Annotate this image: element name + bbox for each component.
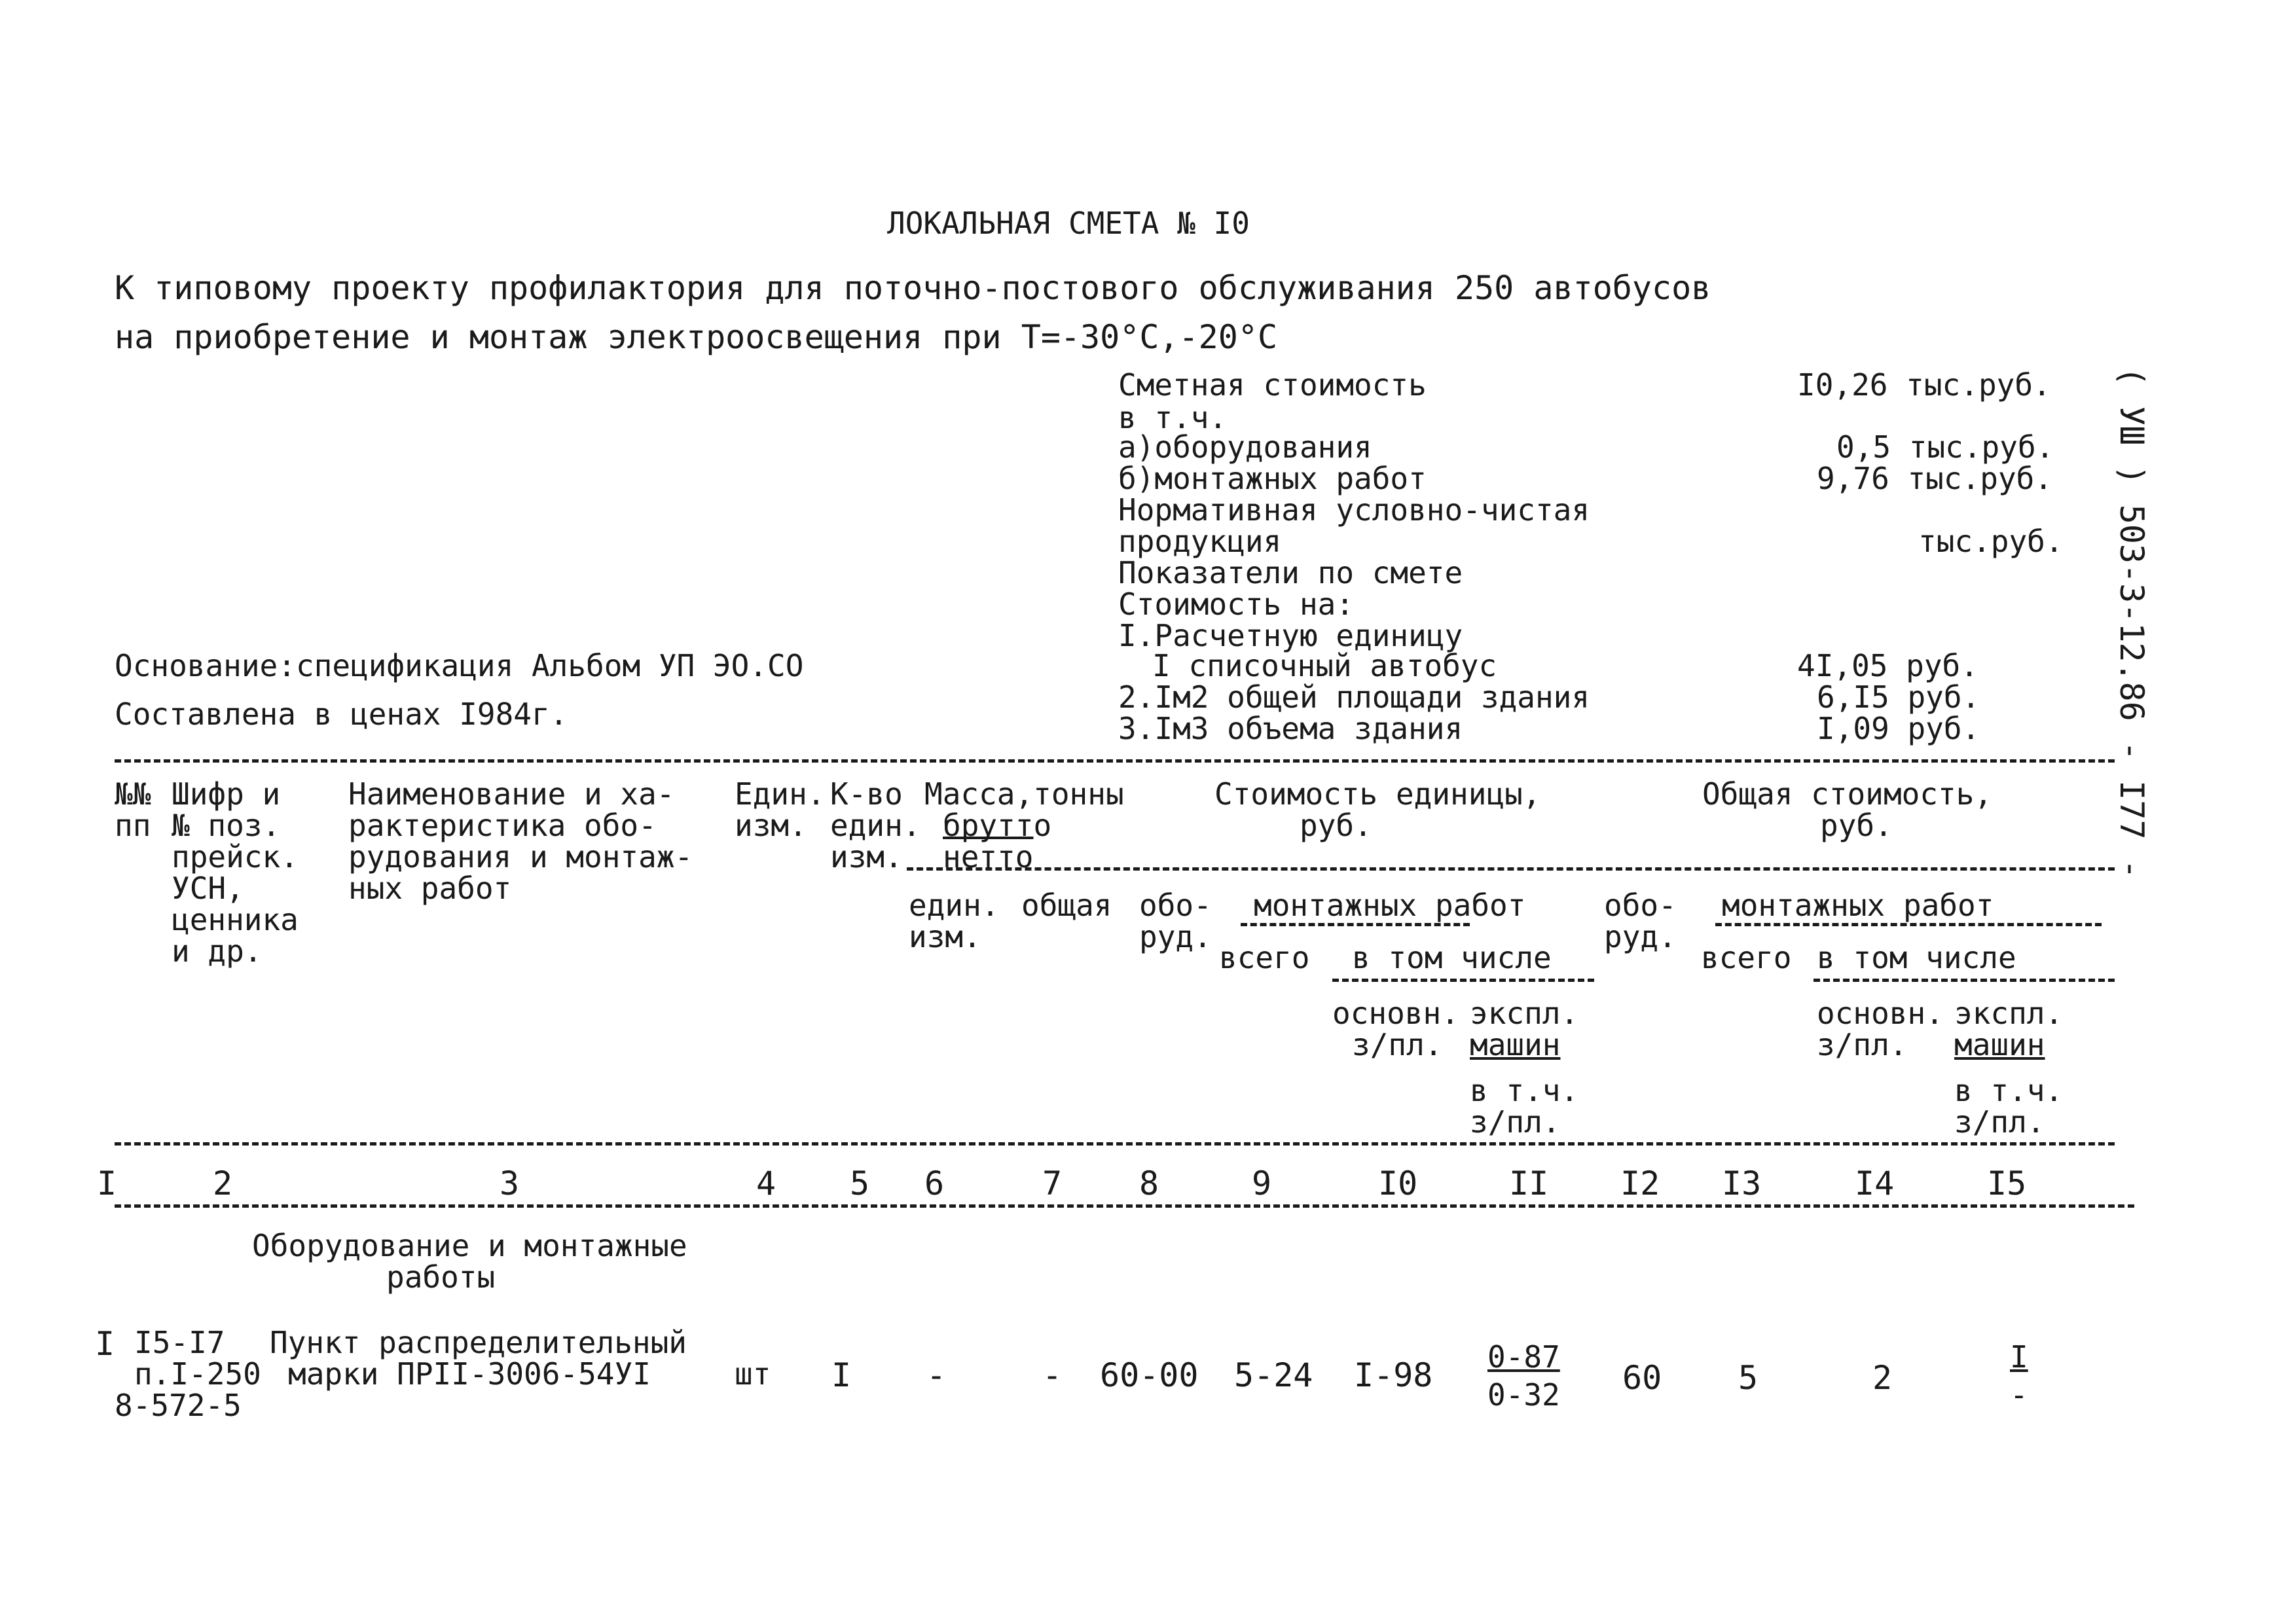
hdr-basic-wage-1b: з/пл. xyxy=(1352,1027,1443,1062)
header-rule-4a xyxy=(1332,979,1594,982)
hdr-incl-wage-1a: в т.ч. xyxy=(1470,1073,1579,1108)
equipment-cost-value: 0,5 тыс.руб. xyxy=(1836,429,2054,465)
hdr-unit-cost-title: Стоимость единицы, xyxy=(1214,776,1541,812)
hdr-name-1: Наименование и ха- xyxy=(348,776,675,812)
row-mass-total: - xyxy=(1042,1356,1063,1394)
colnum-7: 7 xyxy=(1042,1164,1063,1202)
indicator-2-label: 2.Iм2 общей площади здания xyxy=(1118,679,1590,715)
colnum-2: 2 xyxy=(213,1164,233,1202)
including-label: в т.ч. xyxy=(1118,400,1228,435)
colnum-4: 4 xyxy=(756,1164,776,1202)
row-unit: шт xyxy=(735,1356,771,1392)
hdr-incl-wage-2b: з/пл. xyxy=(1954,1104,2045,1140)
hdr-machine-2a: экспл. xyxy=(1954,996,2064,1031)
normative-output-label-1: Нормативная условно-чистая xyxy=(1118,492,1590,528)
colnum-1: I xyxy=(97,1164,117,1202)
hdr-equip-total-1: обо- xyxy=(1604,888,1677,923)
normative-output-value: тыс.руб. xyxy=(1918,524,2064,559)
hdr-code-1: Шифр и xyxy=(172,776,281,812)
colnum-9: 9 xyxy=(1252,1164,1272,1202)
colnum-13: I3 xyxy=(1722,1164,1762,1202)
prices-line: Составлена в ценах I984г. xyxy=(115,696,568,732)
hdr-qty-1: К-во xyxy=(830,776,903,812)
colnum-10: I0 xyxy=(1378,1164,1418,1202)
basis-line: Основание:спецификация Альбом УП ЭО.СО xyxy=(115,648,804,683)
indicator-1-label-2: I списочный автобус xyxy=(1152,648,1497,683)
cost-per-label: Стоимость на: xyxy=(1118,586,1355,622)
colnum-6: 6 xyxy=(924,1164,945,1202)
row-total-mount: 5 xyxy=(1738,1359,1758,1397)
estimated-cost-value: I0,26 тыс.руб. xyxy=(1797,367,2051,403)
hdr-total-2: всего xyxy=(1701,940,1792,975)
colnum-12: I2 xyxy=(1620,1164,1660,1202)
hdr-code-6: и др. xyxy=(172,933,263,969)
hdr-basic-wage-1a: основн. xyxy=(1332,996,1459,1031)
row-code-2: п.I-250 xyxy=(134,1356,261,1392)
header-rule-2 xyxy=(907,867,2115,871)
hdr-equip-2: руд. xyxy=(1139,919,1212,954)
header-rule-4b xyxy=(1813,979,2115,982)
row-mass-unit: - xyxy=(926,1356,947,1394)
hdr-mount-works-1: монтажных работ xyxy=(1254,888,1526,923)
hdr-unit-2: изм. xyxy=(735,808,807,843)
row-name-2: марки ПРII-3006-54УI xyxy=(288,1356,651,1392)
row-total-machine-wage: - xyxy=(2010,1377,2028,1413)
hdr-code-3: прейск. xyxy=(172,839,299,875)
subtitle-line-1: К типовому проекту профилактория для поточно-постового обслуживания 250 автобусов xyxy=(115,269,1711,307)
hdr-name-2: рактеристика обо- xyxy=(348,808,657,843)
hdr-total-cost-title: Общая стоимость, xyxy=(1702,776,1993,812)
row-num: I xyxy=(95,1325,115,1363)
side-document-code: ( УШ ) 503-3-12.86 - I77 - xyxy=(2113,367,2151,879)
hdr-incl-wage-2a: в т.ч. xyxy=(1954,1073,2064,1108)
hdr-machine-1a: экспл. xyxy=(1470,996,1579,1031)
hdr-equip-total-2: руд. xyxy=(1604,919,1677,954)
hdr-machine-2b: машин xyxy=(1954,1027,2045,1062)
hdr-machine-1b: машин xyxy=(1470,1027,1561,1062)
colnum-14: I4 xyxy=(1855,1164,1895,1202)
row-basic-wage: I-98 xyxy=(1354,1356,1433,1394)
row-total-equip: 60 xyxy=(1622,1359,1662,1397)
row-total-basic-wage: 2 xyxy=(1872,1359,1893,1397)
hdr-code-2: № поз. xyxy=(172,808,281,843)
indicator-1-label-1: I.Расчетную единицу xyxy=(1118,618,1463,653)
hdr-name-3: рудования и монтаж- xyxy=(348,839,693,875)
hdr-unit-1: Един. xyxy=(735,776,826,812)
hdr-num-a: №№ xyxy=(115,776,151,812)
indicators-label: Показатели по смете xyxy=(1118,555,1463,590)
colnum-15: I5 xyxy=(1987,1164,2027,1202)
hdr-incl-1: в том числе xyxy=(1352,940,1552,975)
hdr-mount-works-2: монтажных работ xyxy=(1722,888,1994,923)
hdr-mass-unit-1: един. xyxy=(909,888,1000,923)
hdr-qty-2: един. xyxy=(830,808,921,843)
section-title-2: работы xyxy=(386,1259,496,1295)
hdr-equip-1: обо- xyxy=(1139,888,1212,923)
hdr-name-4: ных работ xyxy=(348,871,512,906)
row-total-machine: I xyxy=(2010,1339,2028,1375)
indicator-3-value: I,09 руб. xyxy=(1817,711,1980,746)
mounting-cost-value: 9,76 тыс.руб. xyxy=(1817,461,2053,496)
row-name-1: Пункт распределительный xyxy=(270,1325,687,1360)
colnum-3: 3 xyxy=(500,1164,520,1202)
row-code-1: I5-I7 xyxy=(134,1325,225,1360)
column-number-rule xyxy=(115,1204,2134,1208)
row-mount-total: 5-24 xyxy=(1234,1356,1313,1394)
row-qty: I xyxy=(831,1356,852,1394)
hdr-total-1: всего xyxy=(1219,940,1310,975)
colnum-8: 8 xyxy=(1139,1164,1159,1202)
hdr-incl-2: в том числе xyxy=(1817,940,2016,975)
hdr-total-cost-rub: руб. xyxy=(1820,808,1893,843)
indicator-2-value: 6,I5 руб. xyxy=(1817,679,1980,715)
hdr-mass-unit-2: изм. xyxy=(909,919,981,954)
section-title-1: Оборудование и монтажные xyxy=(252,1228,687,1263)
row-equip-cost: 60-00 xyxy=(1100,1356,1199,1394)
hdr-mass-title: Масса,тонны xyxy=(924,776,1124,812)
hdr-mass-netto: нетто xyxy=(943,839,1034,875)
indicator-3-label: 3.Iм3 объема здания xyxy=(1118,711,1463,746)
mounting-cost-label: б)монтажных работ xyxy=(1118,461,1427,496)
hdr-unit-cost-rub: руб. xyxy=(1300,808,1372,843)
table-top-rule xyxy=(115,759,2115,763)
document-title: ЛОКАЛЬНАЯ СМЕТА № I0 xyxy=(887,206,1250,241)
subtitle-line-2: на приобретение и монтаж электроосвещения при Т=-30°С,-20°С xyxy=(115,318,1278,356)
normative-output-label-2: продукция xyxy=(1118,524,1282,559)
hdr-qty-3: изм. xyxy=(830,839,903,875)
row-code-3: 8-572-5 xyxy=(115,1388,242,1423)
colnum-5: 5 xyxy=(850,1164,870,1202)
hdr-mass-brutto: брутто xyxy=(943,808,1052,843)
hdr-code-4: УСН, xyxy=(172,871,244,906)
estimated-cost-label: Сметная стоимость xyxy=(1118,367,1427,403)
hdr-mass-total: общая xyxy=(1021,888,1112,923)
row-machine: 0-87 xyxy=(1487,1339,1560,1375)
header-rule-3a xyxy=(1241,923,1470,926)
row-machine-wage: 0-32 xyxy=(1487,1377,1560,1413)
hdr-code-5: ценника xyxy=(172,902,299,937)
colnum-11: II xyxy=(1509,1164,1549,1202)
hdr-basic-wage-2a: основн. xyxy=(1817,996,1944,1031)
hdr-incl-wage-1b: з/пл. xyxy=(1470,1104,1561,1140)
indicator-1-value: 4I,05 руб. xyxy=(1797,648,1978,683)
header-rule-3b xyxy=(1715,923,2102,926)
equipment-cost-label: а)оборудования xyxy=(1118,429,1372,465)
hdr-num-b: пп xyxy=(115,808,151,843)
header-bottom-rule xyxy=(115,1142,2115,1146)
hdr-basic-wage-2b: з/пл. xyxy=(1817,1027,1908,1062)
